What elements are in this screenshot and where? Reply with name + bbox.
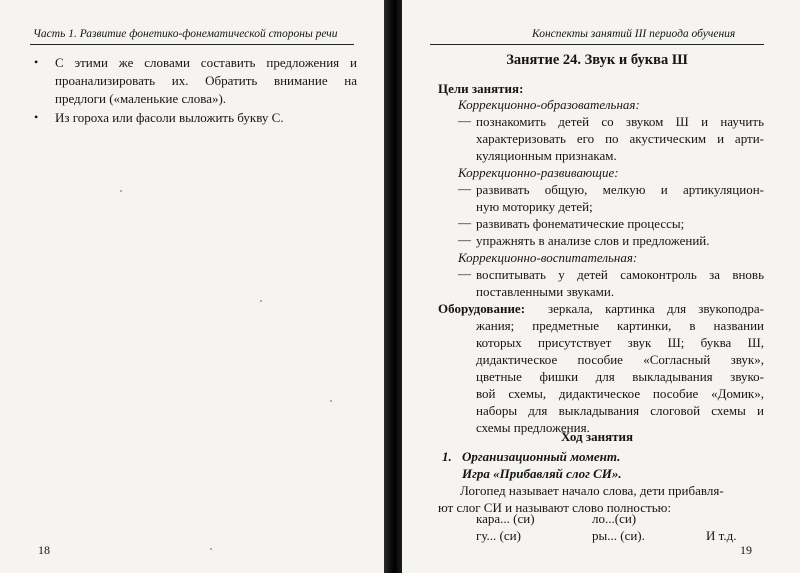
- text-line: зеркала, картинка для звукоподра-: [548, 301, 764, 316]
- text-line: ют слог СИ и называют слово полностью:: [438, 500, 671, 515]
- page-number: 19: [740, 543, 752, 557]
- left-header-rule: [30, 44, 354, 45]
- text-line: характеризовать его по акустическим и арти-: [476, 131, 764, 146]
- text-line: жания; предметные картинки, в названии: [476, 318, 764, 333]
- dash: —: [458, 215, 471, 230]
- list-item: [476, 215, 764, 232]
- list-item: [55, 109, 357, 127]
- right-header-rule: [430, 44, 764, 45]
- text-line: С этими же словами составить предложения и: [55, 55, 357, 70]
- text-line: дидактическое пособие «Согласный звук»,: [476, 352, 764, 367]
- text-line: Из гороха или фасоли выложить букву С.: [55, 110, 284, 125]
- text-line: цветные фишки для выкладывания звуко-: [476, 369, 764, 384]
- text-line: вой схемы, дидактическое пособие «Домик»,: [476, 386, 764, 401]
- text-line: куляционным признакам.: [476, 148, 617, 163]
- equipment-label: Оборудование:: [438, 301, 526, 316]
- text-line: схемы предложения.: [476, 420, 590, 435]
- step-title: Организационный момент.: [462, 449, 621, 464]
- bullet: •: [34, 55, 39, 69]
- equipment-text: [476, 300, 764, 436]
- syllable-example: кара... (си): [476, 511, 535, 526]
- text-line: проанализировать их. Обратить внимание на: [55, 73, 357, 88]
- syllable-example: гу... (си): [476, 528, 521, 543]
- left-page-header: Часть 1. Развитие фонетико-фонематической стороны речи: [33, 28, 338, 40]
- right-page: [402, 0, 800, 573]
- subheading: Коррекционно-воспитательная:: [458, 250, 638, 265]
- course-heading: Ход занятия: [560, 429, 634, 444]
- syllable-example: И т.д.: [706, 528, 737, 543]
- syllable-example: ло...(си): [592, 511, 637, 526]
- list-item: [476, 232, 764, 249]
- right-page-header: Конспекты занятий III периода обучения: [532, 28, 736, 40]
- text-line: воспитывать у детей самоконтроль за вновь: [476, 267, 764, 282]
- text-line: предлоги («маленькие слова»).: [55, 91, 227, 106]
- page-number: 18: [38, 543, 50, 557]
- text-line: которых присутствует звук Ш; буква Ш,: [476, 335, 764, 350]
- list-item: [476, 181, 764, 215]
- syllable-example: ры... (си).: [592, 528, 645, 543]
- list-item: [55, 54, 357, 108]
- list-item: [476, 113, 764, 164]
- book-gutter: [384, 0, 402, 573]
- dash: —: [458, 266, 471, 281]
- left-page: [0, 0, 384, 573]
- dash: —: [458, 113, 471, 128]
- text-line: ную моторику детей;: [476, 199, 593, 214]
- lesson-title: Занятие 24. Звук и буква Ш: [506, 52, 688, 68]
- list-item: [476, 266, 764, 300]
- text-line: Логопед называет начало слова, дети прибавля-: [460, 483, 724, 498]
- text-line: развивать фонематические процессы;: [476, 216, 685, 231]
- dash: —: [458, 181, 471, 196]
- step-number: 1.: [442, 449, 452, 464]
- subheading: Коррекционно-развивающие:: [458, 165, 619, 180]
- subheading: Коррекционно-образовательная:: [458, 97, 640, 112]
- text-line: наборы для выкладывания слоговой схемы и: [476, 403, 764, 418]
- goals-heading: Цели занятия:: [438, 81, 524, 96]
- bullet: •: [34, 110, 39, 124]
- game-title: Игра «Прибавляй слог СИ».: [462, 466, 622, 481]
- text-line: упражнять в анализе слов и предложений.: [476, 233, 710, 248]
- text-line: поставленными звуками.: [476, 284, 615, 299]
- text-line: познакомить детей со звуком Ш и научить: [476, 114, 764, 129]
- text-line: развивать общую, мелкую и артикуляцион-: [476, 182, 764, 197]
- dash: —: [458, 232, 471, 247]
